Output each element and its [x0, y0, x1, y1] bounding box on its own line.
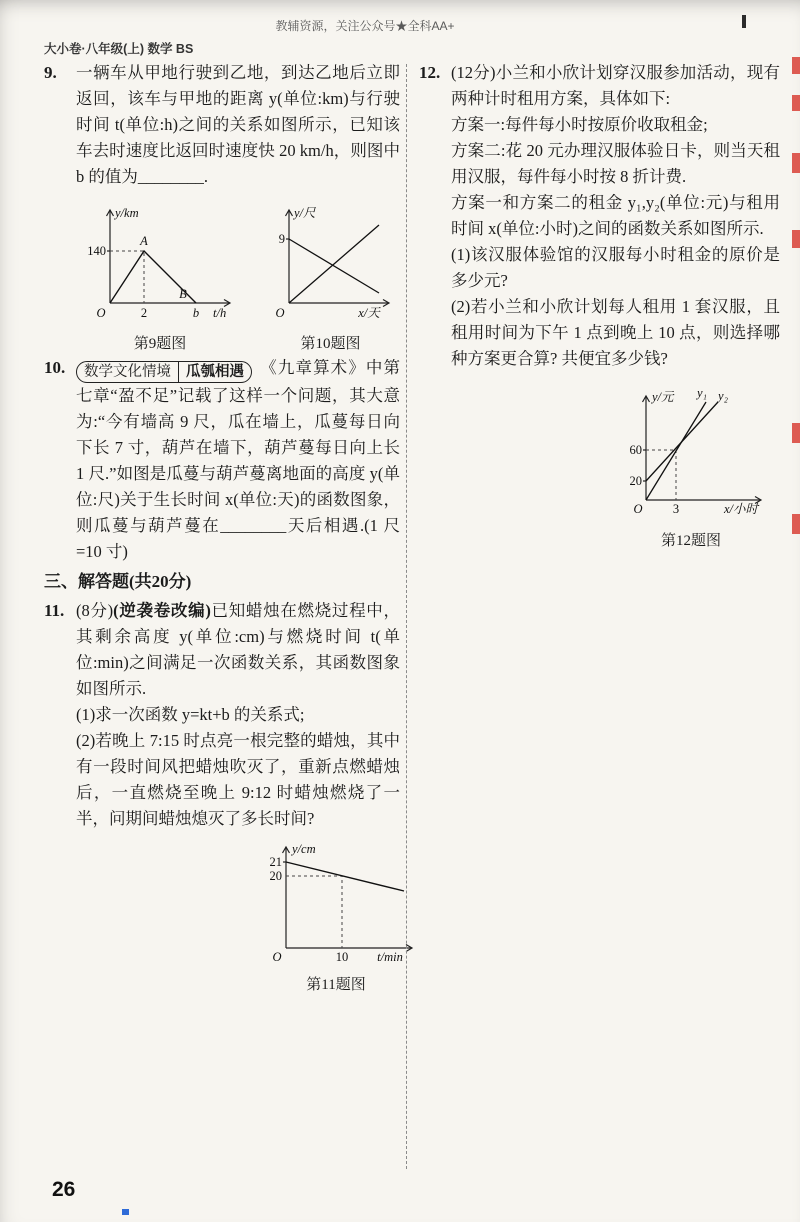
problem-9 — [44, 60, 400, 190]
dashed-guides — [286, 876, 342, 948]
figure-caption: 第11题图 — [306, 977, 366, 993]
plan2-line — [646, 402, 718, 481]
edition-label: 大小卷·八年级(上) 数学 BS — [44, 42, 194, 56]
x-axis-label: x/小时 — [723, 502, 758, 516]
figure-row — [44, 193, 400, 355]
origin-label: O — [632, 502, 643, 516]
problem-text — [76, 598, 400, 832]
figure-10-graph — [263, 201, 398, 331]
page-number: 26 — [52, 1178, 76, 1201]
figure-9-graph — [80, 201, 240, 331]
x-axis-label: t/min — [377, 950, 403, 964]
tick-label: 140 — [87, 244, 106, 258]
problem-10 — [44, 355, 400, 565]
topic-badge — [76, 361, 252, 383]
plan1-line — [646, 402, 706, 500]
problem-11 — [44, 598, 400, 832]
graph-labels — [629, 386, 759, 516]
point-label: A — [140, 234, 148, 248]
axes — [283, 847, 413, 952]
scan-speck — [122, 1209, 129, 1215]
scan-mark — [742, 15, 746, 28]
tick-label: 21 — [269, 855, 282, 869]
problem-number: 12. — [419, 63, 441, 82]
relation-line: 方案一和方案二的租金 y₁,y₂(单位:元)与租用时间 x(单位:小时)之间的函数关系如图所示. — [451, 193, 780, 238]
y-axis-label: y/cm — [292, 842, 316, 856]
plan-2-line: 方案二:花 20 元办理汉服体验日卡，则当天租用汉服，每件每小时按 8 折计费. — [451, 141, 780, 186]
y-axis-label: y/尺 — [294, 206, 316, 220]
line-label-y1: y₁ — [696, 386, 707, 400]
tick-label: 3 — [672, 502, 679, 516]
column-divider — [406, 64, 407, 1169]
figure-12 — [611, 386, 771, 550]
right-column — [411, 60, 780, 1169]
axes — [107, 210, 231, 307]
problem-body: 小兰和小欣计划穿汉服参加活动，现有两种计时租用方案，具体如下: — [451, 63, 780, 108]
point-label: B — [179, 287, 187, 301]
melon-vine-line — [289, 239, 379, 293]
tick-label: 9 — [278, 232, 285, 246]
tick-label: b — [192, 306, 200, 320]
source-tag: (逆袭卷改编) — [113, 601, 211, 620]
y-axis-label: y/元 — [651, 390, 674, 404]
problem-number: 9. — [44, 63, 57, 82]
score-label: (12分) — [451, 63, 496, 82]
sub-question-2: (2)若晚上 7:15 时点亮一根完整的蜡烛，其中有一段时间风把蜡烛吹灭了，重新点燃蜡烛后，一直燃烧至晚上 9:12 时蜡烛燃烧了一半，问期间蜡烛熄灭了多长时间? — [76, 731, 400, 828]
line-label-y2: y₂ — [717, 389, 728, 403]
origin-label: O — [96, 306, 106, 320]
edge-mark — [792, 153, 800, 173]
edge-mark — [792, 423, 800, 443]
edge-mark — [792, 57, 800, 74]
left-column — [44, 60, 403, 1169]
figure-caption: 第12题图 — [660, 533, 721, 549]
sub-question-2: (2)若小兰和小欣计划每人租用 1 套汉服，且租用时间为下午 1 点到晚上 10 点，则选择哪种方案更合算? 共便宜多少钱? — [451, 297, 780, 368]
problem-12 — [419, 60, 780, 372]
figure-11-graph — [252, 838, 420, 972]
tick-label: 20 — [269, 869, 282, 883]
tick-label: 2 — [140, 306, 148, 320]
figure-12-graph — [614, 386, 769, 528]
tick-label: 20 — [629, 474, 642, 488]
problem-number: 11. — [44, 601, 65, 620]
problem-body: 《九章算术》中第七章“盈不足”记载了这样一个问题，其大意为:“今有墙高 9 尺，瓜在墙上，瓜蔓每日向下长 7 寸，葫芦在墙下，葫芦蔓每日向上长 1 尺.”如图是瓜蔓与葫芦蔓离地面的高度 y(单位:尺)关于生长时间 x(单位:天)的函数图象，则瓜蔓与葫芦蔓在________天后相遇.(1 尺=10 寸) — [76, 358, 400, 561]
edge-mark — [792, 230, 800, 248]
problem-body: 已知蜡烛在燃烧过程中，其剩余高度 y(单位:cm)与燃烧时间 t(单位:min)之间满足一次函数关系，其函数图象如图所示. — [76, 601, 400, 698]
promo-text: 教辅资源，关注公众号★全科AA+ — [275, 19, 455, 33]
edge-mark — [792, 514, 800, 534]
section-heading: 三、解答题(共20分) — [44, 572, 192, 591]
content-columns — [44, 60, 780, 1169]
score-label: (8分) — [76, 601, 114, 620]
problem-number: 10. — [44, 358, 66, 377]
origin-label: O — [272, 950, 282, 964]
figure-11 — [252, 838, 420, 994]
figure-10 — [263, 201, 398, 353]
plan-1-line: 方案一:每件每小时按原价收取租金; — [451, 115, 708, 134]
figure-9 — [80, 201, 240, 353]
y-axis-label: y/km — [115, 206, 139, 220]
figure-caption: 第9题图 — [133, 336, 187, 352]
tick-label: 10 — [335, 950, 349, 964]
figure-caption: 第10题图 — [300, 336, 361, 352]
x-axis-label: x/天 — [358, 306, 380, 320]
graph-labels — [270, 842, 403, 964]
origin-label: O — [275, 306, 285, 320]
badge-right-label: 瓜瓠相遇 — [186, 364, 244, 380]
tick-label: 60 — [629, 443, 642, 457]
x-axis-label: t/h — [213, 306, 227, 320]
problem-text — [76, 355, 400, 565]
gourd-vine-line — [289, 225, 379, 303]
edge-mark — [792, 95, 800, 111]
candle-height-line — [286, 862, 404, 891]
problem-text — [451, 60, 780, 372]
problem-text: 一辆车从甲地行驶到乙地，到达乙地后立即返回，该车与甲地的距离 y(单位:km)与行驶时间 t(单位:h)之间的关系如图所示，已知该车去时速度比返回时速度快 20 km/h，则图中 b 的值为________. — [76, 63, 400, 186]
sub-question-1: (1)求一次函数 y=kt+b 的关系式; — [76, 705, 305, 724]
sub-question-1: (1)该汉服体验馆的汉服每小时租金的原价是多少元? — [451, 245, 780, 290]
badge-left-label: 数学文化情境 — [84, 362, 179, 382]
